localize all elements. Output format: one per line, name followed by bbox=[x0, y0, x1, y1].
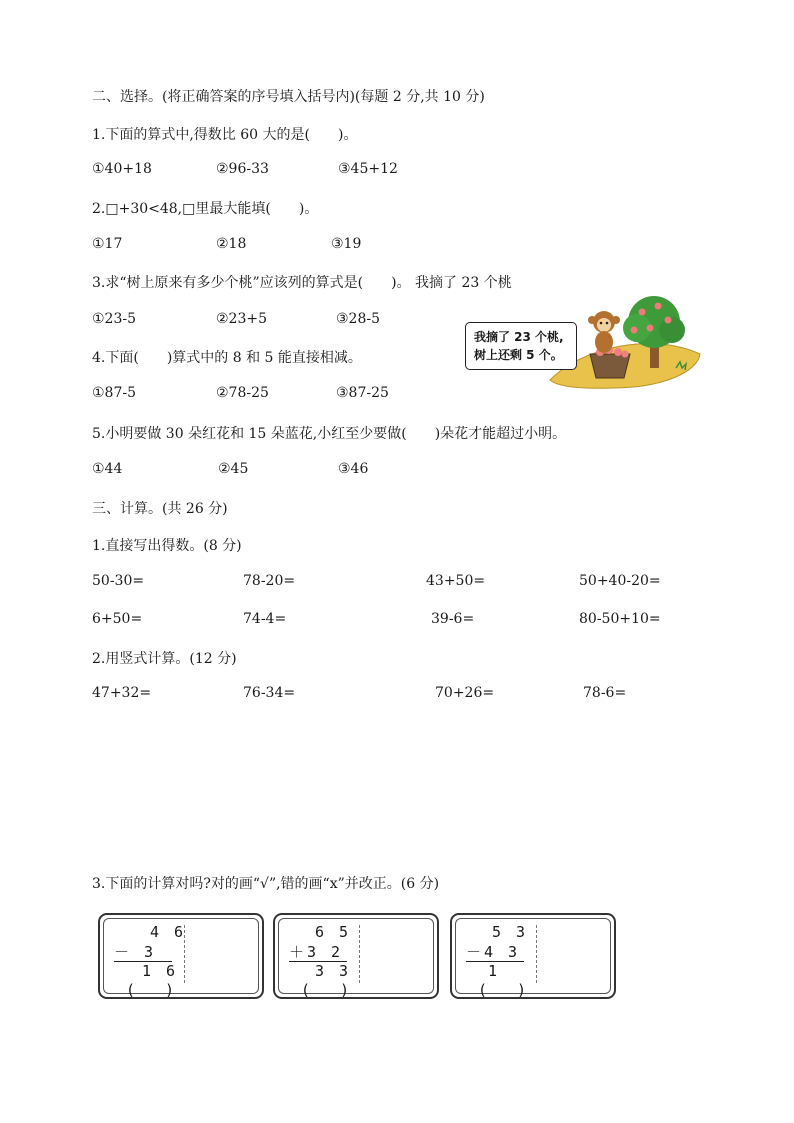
part3-title: 3.下面的计算对吗?对的画“√”,错的画“x”并改正。(6 分) bbox=[92, 876, 440, 892]
card2-top: 6 5 bbox=[315, 923, 352, 941]
vertical-eq-1: 47+32= bbox=[92, 685, 152, 701]
eq-1-4: 50+40-20= bbox=[579, 573, 661, 589]
q1-option-2: ②96-33 bbox=[216, 161, 269, 177]
eq-1-2: 78-20= bbox=[243, 573, 296, 589]
question-1: 1.下面的算式中,得数比 60 大的是( )。 bbox=[92, 127, 358, 143]
check-card-3 bbox=[450, 913, 616, 999]
eq-2-2: 74-4= bbox=[243, 611, 287, 627]
vertical-eq-2: 76-34= bbox=[243, 685, 296, 701]
section3-title: 三、计算。(共 26 分) bbox=[92, 501, 228, 517]
vertical-eq-4: 78-6= bbox=[583, 685, 627, 701]
q2-option-1: ①17 bbox=[92, 236, 123, 252]
q3-option-3: ③28-5 bbox=[336, 311, 381, 327]
card2-answer-paren: ( ) bbox=[301, 981, 350, 999]
card1-mid: － 3 bbox=[114, 943, 157, 961]
section2-title: 二、选择。(将正确答案的序号填入括号内)(每题 2 分,共 10 分) bbox=[92, 89, 485, 105]
check-card-2 bbox=[273, 913, 439, 999]
q1-option-1: ①40+18 bbox=[92, 161, 152, 177]
q2-option-2: ②18 bbox=[216, 236, 247, 252]
part1-title: 1.直接写出得数。(8 分) bbox=[92, 538, 242, 554]
q5-option-2: ②45 bbox=[218, 461, 249, 477]
q3-option-2: ②23+5 bbox=[216, 311, 268, 327]
eq-1-3: 43+50= bbox=[426, 573, 486, 589]
card1-top: 4 6 bbox=[150, 923, 187, 941]
card3-mid: －4 3 bbox=[466, 943, 521, 961]
eq-2-4: 80-50+10= bbox=[579, 611, 661, 627]
question-4: 4.下面( )算式中的 8 和 5 能直接相减。 bbox=[92, 350, 362, 366]
question-5: 5.小明要做 30 朵红花和 15 朵蓝花,小红至少要做( )朵花才能超过小明。 bbox=[92, 426, 567, 442]
check-card-1 bbox=[98, 913, 264, 999]
q5-option-1: ①44 bbox=[92, 461, 123, 477]
card3-answer-paren: ( ) bbox=[478, 981, 527, 999]
q3-option-1: ①23-5 bbox=[92, 311, 137, 327]
card2-mid: ＋3 2 bbox=[289, 943, 344, 961]
q2-option-3: ③19 bbox=[331, 236, 362, 252]
bubble-line-2: 树上还剩 5 个。 bbox=[474, 348, 563, 362]
card3-result: 1 bbox=[488, 962, 501, 980]
card2-result: 3 3 bbox=[315, 962, 352, 980]
card1-answer-paren: ( ) bbox=[126, 981, 175, 999]
part2-title: 2.用竖式计算。(12 分) bbox=[92, 651, 237, 667]
question-2: 2.□+30<48,□里最大能填( )。 bbox=[92, 201, 319, 217]
vertical-eq-3: 70+26= bbox=[435, 685, 495, 701]
q4-option-1: ①87-5 bbox=[92, 385, 137, 401]
eq-2-3: 39-6= bbox=[431, 611, 475, 627]
card3-top: 5 3 bbox=[492, 923, 529, 941]
card1-result: 1 6 bbox=[142, 962, 179, 980]
q1-option-3: ③45+12 bbox=[338, 161, 398, 177]
speech-bubble bbox=[465, 322, 577, 370]
q5-option-3: ③46 bbox=[338, 461, 369, 477]
eq-2-1: 6+50= bbox=[92, 611, 143, 627]
question-3: 3.求“树上原来有多少个桃”应该列的算式是( )。 我摘了 23 个桃 bbox=[92, 275, 512, 291]
eq-1-1: 50-30= bbox=[92, 573, 145, 589]
q4-option-3: ③87-25 bbox=[336, 385, 389, 401]
bubble-line-1: 我摘了 23 个桃, bbox=[474, 330, 564, 344]
q4-option-2: ②78-25 bbox=[216, 385, 269, 401]
